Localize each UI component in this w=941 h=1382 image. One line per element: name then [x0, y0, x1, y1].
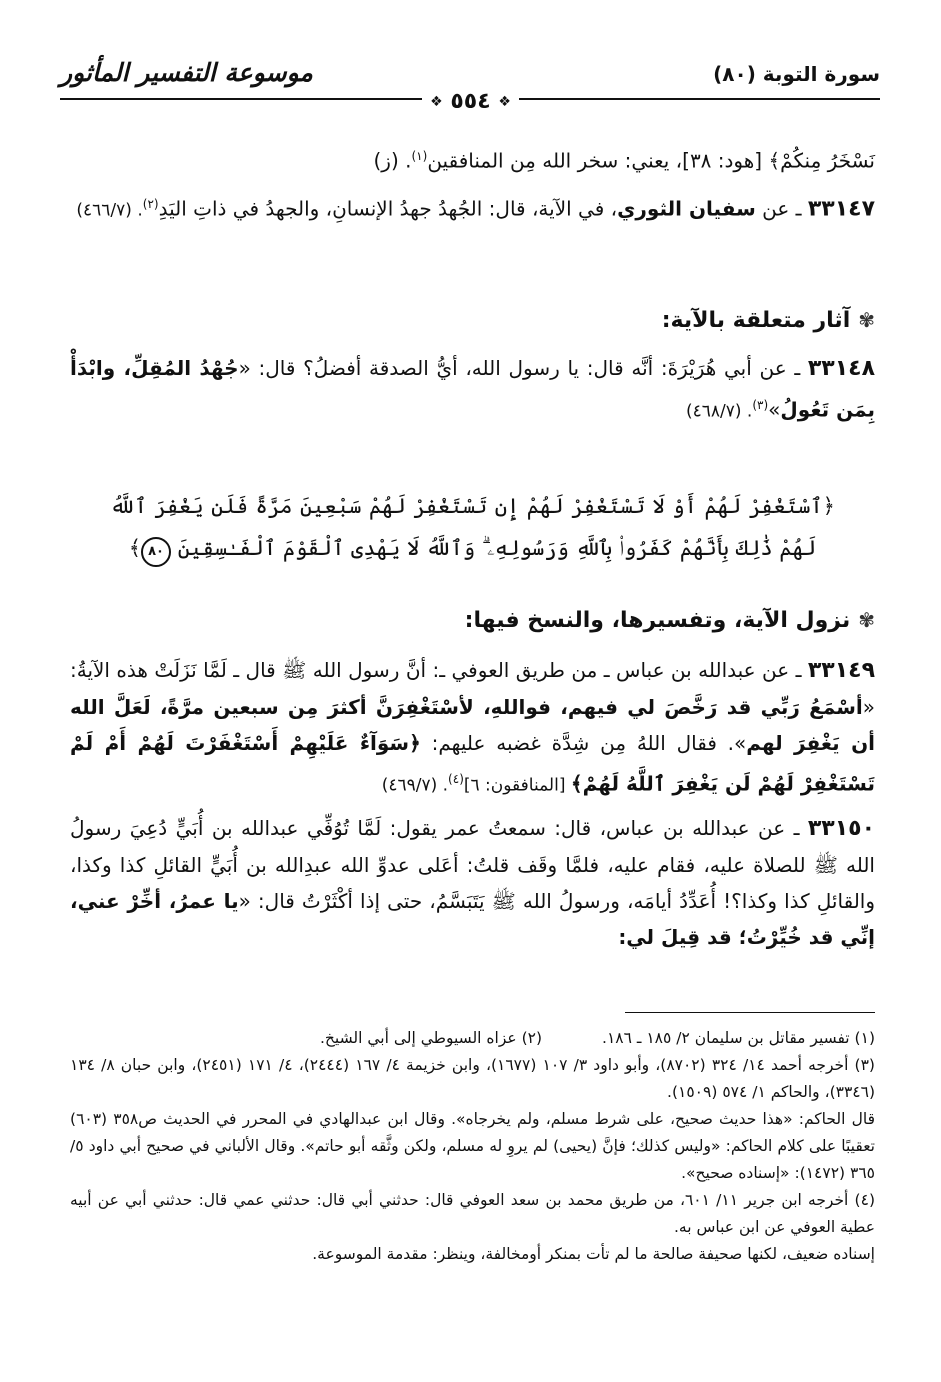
footnote-4-comment: إسناده ضعيف، لكنها صحيفة صالحة ما لم تأت بمنكر أومخالفة، وينظر: مقدمة الموسوعة.	[312, 1245, 875, 1263]
section-heading-related-athar: ✾آثار متعلقة بالآية:	[661, 308, 875, 333]
footnote-4: (٤) أخرجه ابن جرير ١١/ ٦٠١، من طريق محمد بن سعد العوفي قال: حدثني أبي قال: حدثني عمي قال: حدثني أبي عن أبيه عطية العوفي عن ابن عباس به.	[70, 1191, 875, 1236]
narration-33147: ٣٣١٤٧ ـ عن سفيان الثوري، في الآية، قال: الجُهدُ جهدُ الإنسانِ، والجهدُ في ذاتِ اليَدِ$^{(٢)}$. (٤٦٦/٧)	[76, 196, 875, 222]
footnote-2: (٢) عزاه السيوطي إلى أبي الشيخ.	[319, 1029, 543, 1047]
narration-33149: ٣٣١٤٩ ـ عن عبدالله بن عباس ـ من طريق العوفي ـ: أنَّ رسول الله ﷺ قال ـ لَمَّا نَزَلَتْ هذه الآيةُ: «أسْمَعُ رَبِّي قد رَخَّصَ لي فيهم، فواللهِ، لأسْتَغْفِرَنَّ أكثرَ مِن سبعين مرَّةً، لَعَلَّ الله أن يَغْفِرَ لهم». فقال اللهُ مِن شِدَّة غضبه عليهم: ﴿سَوَآءٌ عَلَيْهِمْ أَسْتَغْفَرْتَ لَهُمْ أَمْ لَمْ تَسْتَغْفِرْ لَهُمْ لَن يَغْفِرَ ٱللَّهُ لَهُمْ﴾ [المنافقون: ٦]$^{(٤)}$. (٤٦٩/٧)	[70, 658, 875, 796]
footnote-1: (١) تفسير مقاتل بن سليمان ٢/ ١٨٥ ـ ١٨٦.	[602, 1029, 875, 1047]
flower-icon: ✾	[858, 308, 875, 332]
footnote-3-comment: قال الحاكم: «هذا حديث صحيح، على شرط مسلم، ولم يخرجاه». وقال ابن عبدالهادي في المحرر في الحديث ص٣٥٨ (٦٠٣) تعقيبًا على كلام الحاكم: «وليس كذلك؛ فإنَّ (يحيى) لم يروِ له مسلم، ولكن وثَّقه أبو حاتم». وقال الألباني في صحيح أبي داود ٥/ ٣٦٥ (١٤٧٢): «إسناده صحيح».	[70, 1110, 875, 1182]
narration-33150: ٣٣١٥٠ ـ عن عبدالله بن عباس، قال: سمعتُ عمر يقول: لَمَّا تُوُفِّي عبدالله بن أُبَيٍّ دُعِيَ رسولُ الله ﷺ للصلاة عليه، فقام عليه، فلمَّا وقَف قلتُ: أعَلى عدوِّ الله عبدِالله بن أُبَيٍّ القائلِ كذا وكذا، والقائلِ كذا وكذا؟! أُعَدِّدُ أيامَه، ورسولُ الله ﷺ يَتَبَسَّمُ، حتى إذا أكْثَرْتُ قال: «يا عمرُ، أخِّرْ عني، إنِّي قد خُيِّرْتُ؛ قد قِيلَ لي:	[70, 815, 875, 949]
ornament-icon: ❖	[498, 94, 511, 110]
footnote-rule	[625, 1012, 875, 1013]
flower-icon: ✾	[858, 608, 875, 632]
footnote-3: (٣) أخرجه أحمد ١٤/ ٣٢٤ (٨٧٠٢)، وأبو داود ٣/ ١٠٧ (١٦٧٧)، وابن خزيمة ٤/ ١٦٧ (٢٤٤٤)، ٤/ ١٧١ (٢٤٥١)، وابن حبان ٨/ ١٣٤ (٣٣٤٦)، والحاكم ١/ ٥٧٤ (١٥٠٩).	[70, 1056, 875, 1101]
footnotes	[70, 1025, 875, 1268]
header-surah: سورة التوبة (٨٠)	[713, 62, 880, 86]
header-book-title: موسوعة التفسير المأثور	[60, 58, 313, 87]
section-heading-revelation: ✾نزول الآية، وتفسيرها، والنسخ فيها:	[464, 608, 875, 633]
ornament-icon: ❖	[430, 94, 443, 110]
quran-verse: ﴿ٱسْتَغْفِرْ لَهُمْ أَوْ لَا تَسْتَغْفِرْ لَهُمْ إِن تَسْتَغْفِرْ لَهُمْ سَبْعِينَ مَرَّةً فَلَن يَغْفِرَ ٱللَّهُ لَهُمْ ذَٰلِكَ بِأَنَّهُمْ كَفَرُوا۟ بِٱللَّهِ وَرَسُولِهِۦ ۗ وَٱللَّهُ لَا يَهْدِى ٱلْقَوْمَ ٱلْفَـٰسِقِينَ ٨٠﴾	[110, 485, 835, 569]
narration-33148: ٣٣١٤٨ ـ عن أبي هُرَيْرَةَ: أنَّه قال: يا رسول الله، أيُّ الصدقة أفضلُ؟ قال: «جُهْدُ المُقِلِّ، وابْدَأْ بِمَن تَعُولُ»$^{(٣)}$. (٤٦٨/٧)	[70, 356, 875, 422]
ayah-number-badge: ٨٠	[141, 537, 171, 567]
continuation-line: نَسْخَرُ مِنكُمْ﴾ [هود: ٣٨]، يعني: سخر الله مِن المنافقين$^{(١)}$. (ز)	[373, 148, 875, 173]
page-number: ❖ ٥٥٤ ❖	[422, 89, 519, 114]
top-text	[70, 138, 875, 229]
section2-text	[70, 652, 875, 955]
